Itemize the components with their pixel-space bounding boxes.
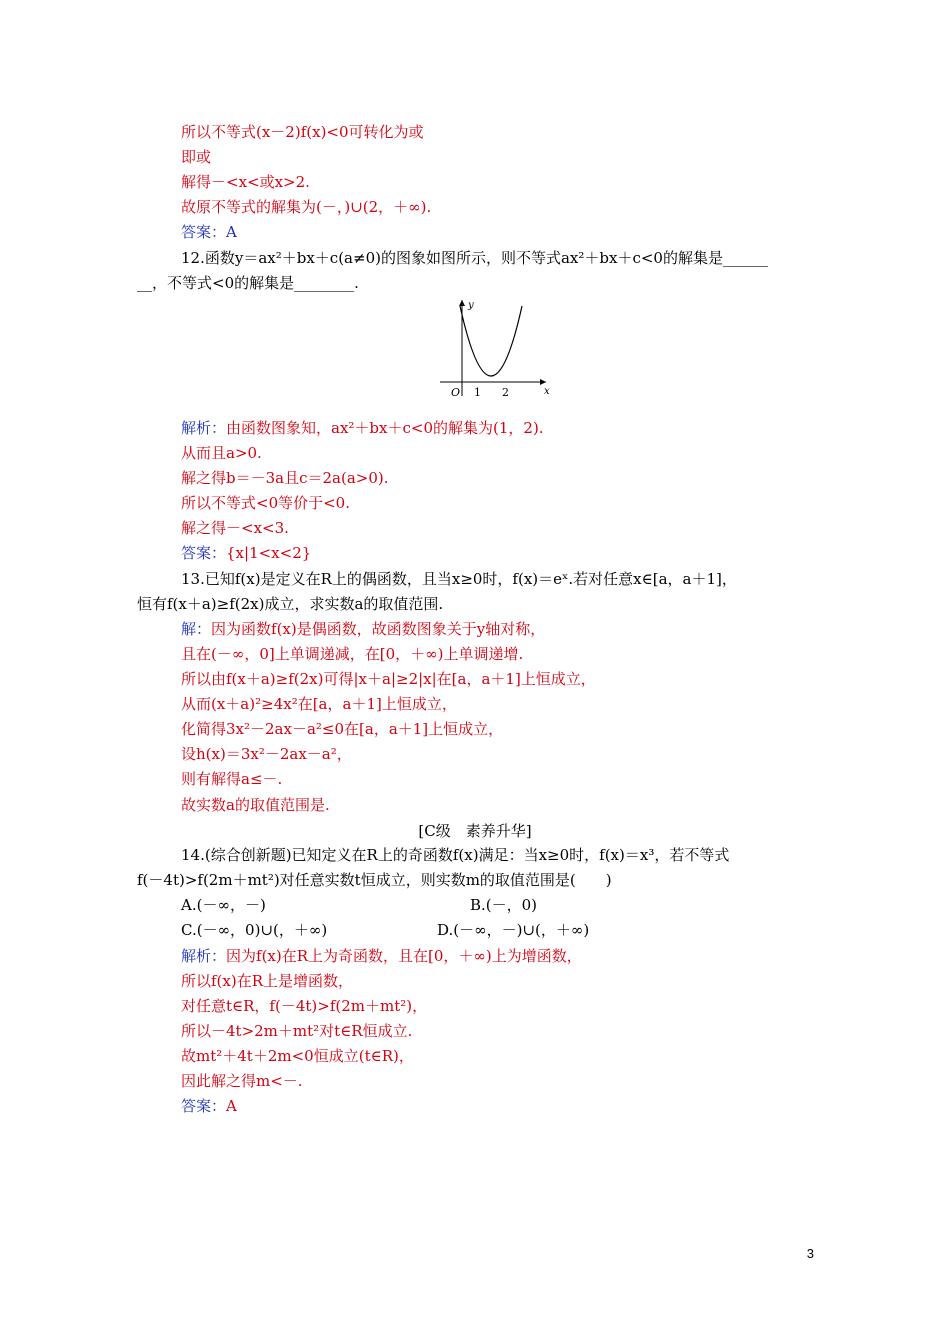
line-label: 答案： [181,544,227,562]
text-line: 从而且a>0. [181,444,262,462]
text-line: 化简得3x²－2ax－a²≤0在[a，a＋1]上恒成立， [181,720,504,738]
y-axis-arrow [459,300,465,306]
text-line: 故实数a的取值范围是. [181,796,330,814]
text-line: 且在(－∞，0]上单调递减，在[0，＋∞)上单调递增. [181,645,524,663]
text-line: 解得－<x<或x>2. [181,173,310,191]
text-line: 设h(x)＝3x²－2ax－a²， [181,745,352,763]
text-line: 所以不等式(x－2)f(x)<0可转化为或 [181,123,424,141]
text-line: 12.函数y＝ax²＋bx＋c(a≠0)的图象如图所示，则不等式ax²＋bx＋c<0的解集是______ [181,249,768,267]
line-content: 因为函数f(x)是偶函数，故函数图象关于y轴对称， [211,620,546,638]
choice-option: A.(－∞，－) [181,896,266,914]
text-line: 13.已知f(x)是定义在R上的偶函数，且当x≥0时，f(x)＝eˣ.若对任意x∈[a，a＋1]， [181,570,737,588]
choice-option: D.(－∞，－)∪(，＋∞) [437,921,590,939]
labeled-line [181,1096,237,1116]
text-line: 14.(综合创新题)已知定义在R上的奇函数f(x)满足：当x≥0时，f(x)＝x³，若不等式 [181,846,730,864]
text-line: 解之得－<x<3. [181,519,289,537]
text-line: 答案：A [181,223,237,241]
line-content: 由函数图象知，ax²＋bx＋c<0的解集为(1，2). [226,419,544,437]
text-line: 所以不等式<0等价于<0. [181,494,350,512]
labeled-line [181,946,582,966]
text-line: 即或 [181,148,212,166]
parabola-graph [438,296,550,400]
labeled-line [181,418,544,438]
text-line: 从而(x＋a)²≥4x²在[a，a＋1]上恒成立， [181,695,457,713]
line-content: {x|1<x<2} [226,544,312,562]
x-axis-label: x [544,386,550,397]
line-label: 解析： [181,419,227,437]
line-content: A [226,1097,237,1115]
text-line: 所以f(x)在R上是增函数， [181,972,354,990]
y-axis-label: y [468,300,474,311]
x-axis-arrow [540,379,546,385]
labeled-line [181,543,311,563]
text-line: 所以由f(x＋a)≥f(2x)可得|x＋a|≥2|x|在[a，a＋1]上恒成立， [181,670,596,688]
choice-option: B.(－，0) [470,896,538,914]
text-line: 故mt²＋4t＋2m<0恒成立(t∈R)， [181,1047,414,1065]
line-label: 解： [181,620,212,638]
line-label: 解析： [181,947,227,965]
text-line: 恒有f(x＋a)≥f(2x)成立，求实数a的取值范围. [137,595,444,613]
origin-label: O [451,386,461,399]
section-title: [C级 素养升华] [418,822,532,840]
line-label: 答案： [181,1097,227,1115]
line-content: 因为f(x)在R上为奇函数，且在[0，＋∞)上为增函数， [226,947,582,965]
text-line: 解之得b＝－3a且c＝2a(a>0). [181,469,389,487]
text-line: f(－4t)>f(2m＋mt²)对任意实数t恒成立，则实数m的取值范围是( ) [137,871,612,889]
text-line: __，不等式<0的解集是________. [137,274,359,292]
parabola-curve [460,306,522,376]
parabola-svg [438,296,550,400]
labeled-line [181,619,545,639]
text-line: 所以－4t>2m＋mt²对t∈R恒成立. [181,1022,413,1040]
text-line: 故原不等式的解集为(－，)∪(2，＋∞). [181,198,432,216]
tick-2-label: 2 [502,386,509,399]
page-number: 3 [806,1246,814,1261]
choice-option: C.(－∞，0)∪(，＋∞) [181,921,328,939]
tick-1-label: 1 [474,386,481,399]
text-line: 因此解之得m<－. [181,1072,303,1090]
text-line: 则有解得a≤－. [181,770,283,788]
text-line: 对任意t∈R，f(－4t)>f(2m＋mt²)， [181,997,428,1015]
